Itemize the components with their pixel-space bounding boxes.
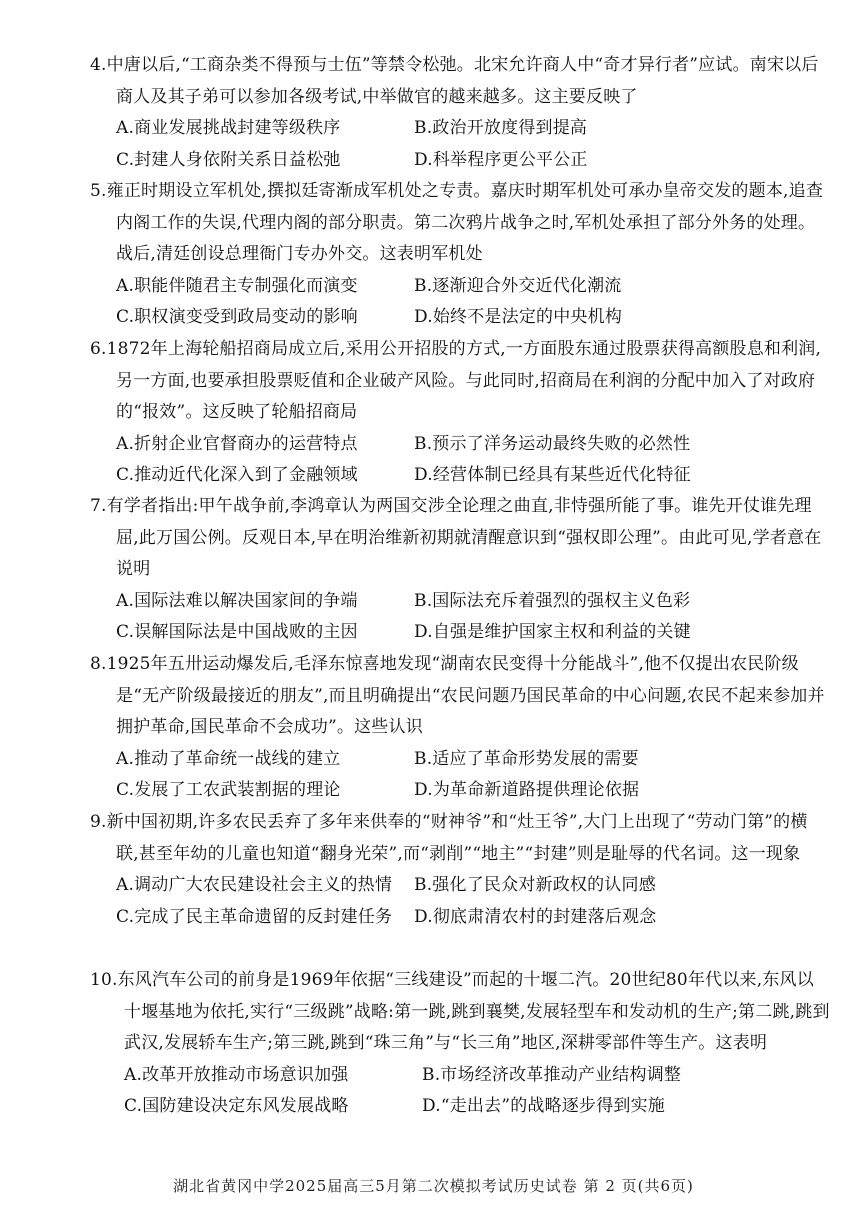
- option-b: B.适应了革命形势发展的需要: [414, 748, 639, 769]
- option-d: D.“走出去”的战略逐步得到实施: [422, 1096, 666, 1116]
- option-a: A.商业发展挑战封建等级秩序: [116, 118, 341, 138]
- option-d: D.彻底肃清农村的封建落后观念: [414, 906, 657, 927]
- option-c: C.推动近代化深入到了金融领域: [116, 465, 358, 485]
- option-d: D.始终不是法定的中央机构: [414, 307, 623, 327]
- option-b: B.市场经济改革推动产业结构调整: [422, 1064, 682, 1085]
- question-stem: 9.新中国初期,许多农民丢弃了多年来供奉的“财神爷”和“灶王爷”,大门上出现了“劳动门第”的横联,甚至年幼的儿童也知道“翻身光荣”,而“剥削”“地主”“封建”则是耻辱的代名词。这一现象: [90, 812, 808, 864]
- question-stem: 7.有学者指出:甲午战争前,李鸿章认为两国交涉全论理之曲直,非恃强所能了事。谁先开仗谁先理屈,此万国公例。反观日本,早在明治维新初期就清醒意识到“强权即公理”。由此可见,学者意在说明: [90, 496, 822, 579]
- question-stem: 4.中唐以后,“工商杂类不得预与士伍”等禁令松弛。北宋允许商人中“奇才异行者”应试。南宋以后商人及其子弟可以参加各级考试,中举做官的越来越多。这主要反映了: [90, 55, 819, 107]
- page-footer: 湖北省黄冈中学2025届高三5月第二次模拟考试历史试卷 第 2 页(共6页): [173, 1177, 694, 1195]
- options: [90, 113, 830, 176]
- option-c: C.发展了工农武装割据的理论: [116, 780, 341, 800]
- option-c: C.封建人身依附关系日益松弛: [116, 149, 341, 170]
- option-a: A.国际法难以解决国家间的争端: [116, 590, 358, 611]
- options: [90, 586, 830, 649]
- option-d: D.经营体制已经具有某些近代化特征: [414, 465, 691, 485]
- options: [90, 1060, 830, 1123]
- question-6: [90, 334, 830, 492]
- option-c: C.误解国际法是中国战败的主因: [116, 622, 358, 642]
- option-a: A.职能伴随君主专制强化而演变: [116, 275, 358, 296]
- option-b: B.预示了洋务运动最终失败的必然性: [414, 433, 691, 454]
- option-a: A.折射企业官督商办的运营特点: [116, 433, 358, 454]
- option-b: B.逐渐迎合外交近代化潮流: [414, 275, 622, 296]
- options: [90, 744, 830, 807]
- question-10: [90, 965, 830, 1123]
- option-c: C.职权演变受到政局变动的影响: [116, 307, 358, 327]
- option-a: A.改革开放推动市场意识加强: [124, 1064, 349, 1085]
- question-4: [90, 50, 830, 176]
- option-a: A.调动广大农民建设社会主义的热情: [116, 875, 393, 895]
- question-9: [90, 807, 830, 933]
- question-8: [90, 649, 830, 807]
- option-b: B.强化了民众对新政权的认同感: [414, 875, 656, 895]
- option-c: C.国防建设决定东风发展战略: [124, 1096, 349, 1116]
- question-5: [90, 176, 830, 334]
- option-d: D.自强是维护国家主权和利益的关键: [414, 622, 691, 642]
- question-7: [90, 491, 830, 649]
- option-a: A.推动了革命统一战线的建立: [116, 748, 341, 769]
- option-d: D.为革命新道路提供理论依据: [414, 780, 640, 800]
- question-stem: 10.东风汽车公司的前身是1969年依据“三线建设”而起的十堰二汽。20世纪80年代以来,东风以十堰基地为依托,实行“三级跳”战略:第一跳,跳到襄樊,发展轻型车和发动机的生产;第二跳,跳到武汉,发展轿车生产;第三跳,跳到“珠三角”与“长三角”地区,深耕零部件等生产。这表明: [90, 970, 830, 1053]
- options: [90, 271, 830, 334]
- question-stem: 6.1872年上海轮船招商局成立后,采用公开招股的方式,一方面股东通过股票获得高额股息和利润,另一方面,也要承担股票贬值和企业破产风险。与此同时,招商局在利润的分配中加入了对政府的“报效”。这反映了轮船招商局: [90, 339, 822, 422]
- option-d: D.科举程序更公平公正: [414, 149, 588, 170]
- option-b: B.政治开放度得到提高: [414, 118, 588, 138]
- question-stem: 8.1925年五卅运动爆发后,毛泽东惊喜地发现“湖南农民变得十分能战斗”,他不仅提出农民阶级是“无产阶级最接近的朋友”,而且明确提出“农民问题乃国民革命的中心问题,农民不起来参加并拥护革命,国民革命不会成功”。这些认识: [90, 654, 825, 737]
- question-stem: 5.雍正时期设立军机处,撰拟廷寄渐成军机处之专责。嘉庆时期军机处可承办皇帝交发的题本,追查内阁工作的失误,代理内阁的部分职责。第二次鸦片战争之时,军机处承担了部分外务的处理。战后,清廷创设总理衙门专办外交。这表明军机处: [90, 181, 824, 264]
- options: [90, 429, 830, 492]
- option-b: B.国际法充斥着强烈的强权主义色彩: [414, 590, 691, 611]
- options: [90, 870, 830, 933]
- option-c: C.完成了民主革命遗留的反封建任务: [116, 906, 393, 927]
